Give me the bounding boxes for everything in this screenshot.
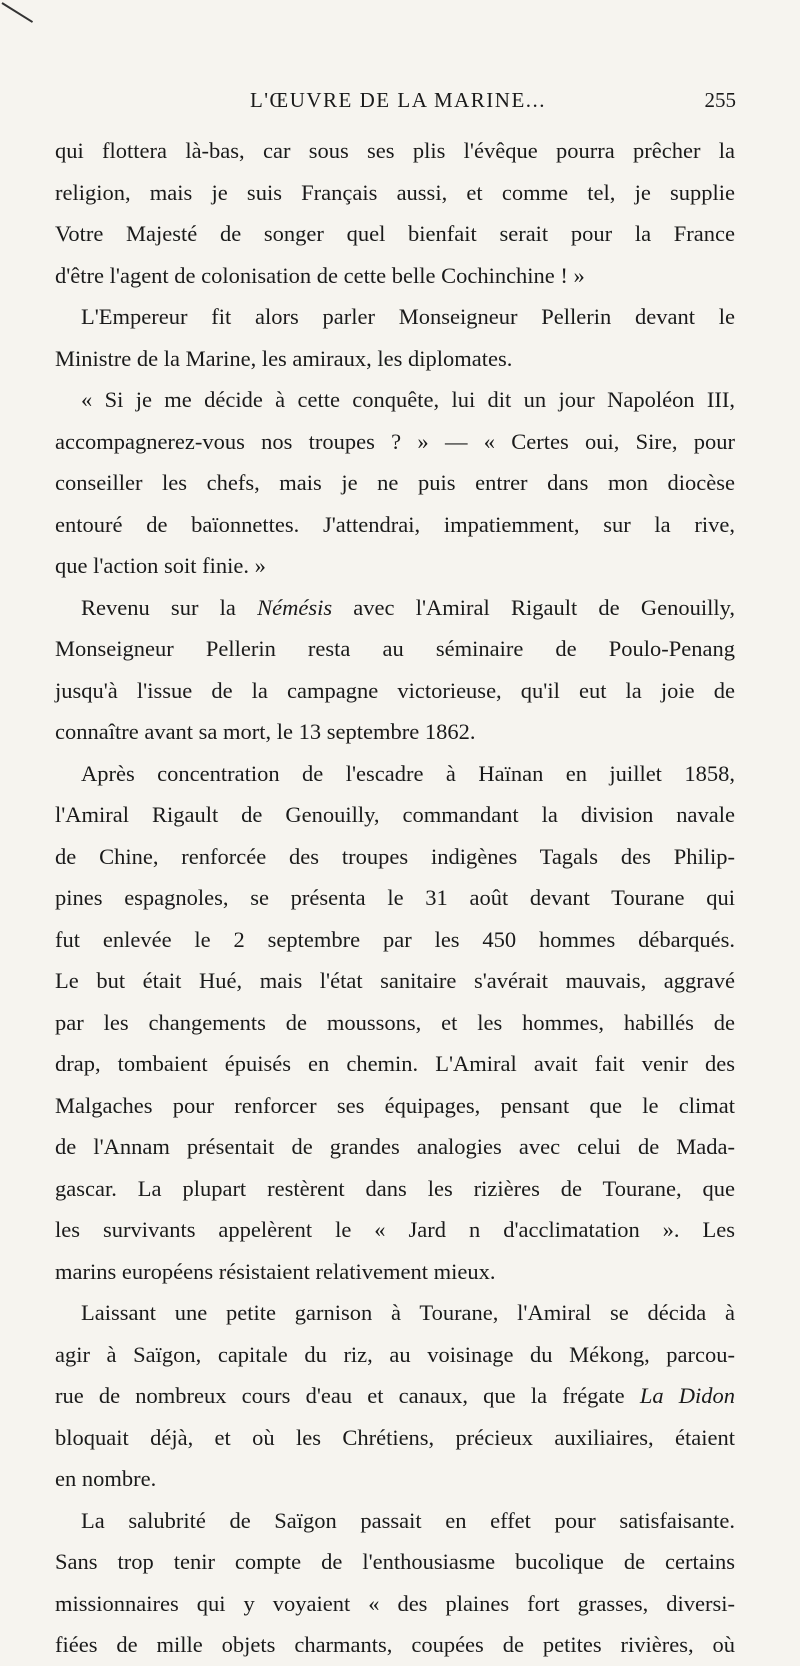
text-line: marins européens résistaient relativement mieux. [55, 1258, 496, 1284]
text-line: que l'action soit finie. » [55, 553, 266, 578]
text-line: L'Empereur fit alors parler Monseigneur Pellerin devant le [81, 304, 735, 329]
text-line: connaître avant sa mort, le 13 septembre 1862. [55, 719, 476, 744]
text-line: fut enlevée le 2 septembre par les 450 hommes débarqués. [55, 926, 735, 952]
text-line: l'Amiral Rigault de Genouilly, commandant la division navale [55, 802, 735, 827]
text-line: conseiller les chefs, mais je ne puis entrer dans mon diocèse [55, 470, 735, 495]
text-line: qui flottera là-bas, car sous ses plis l'évêque pourra prêcher la [55, 138, 735, 163]
text-line: bloquait déjà, et où les Chrétiens, précieux auxiliaires, étaient [55, 1424, 735, 1450]
text-line: Le but était Hué, mais l'état sanitaire s'avérait mauvais, aggravé [55, 968, 735, 993]
text-line: La salubrité de Saïgon passait en effet pour satisfaisante. [81, 1507, 735, 1533]
text-line: religion, mais je suis Français aussi, et comme tel, je supplie [55, 179, 735, 205]
text-line: de l'Annam présentait de grandes analogies avec celui de Mada- [55, 1134, 735, 1159]
text-line: accompagnerez-vous nos troupes ? » — « Certes oui, Sire, pour [55, 428, 735, 454]
page-number: 255 [704, 88, 736, 112]
ship-name: Némésis [257, 594, 333, 620]
text-line: Après concentration de l'escadre à Haïnan en juillet 1858, [81, 760, 735, 786]
text-line: Monseigneur Pellerin resta au séminaire de Poulo-Penang [55, 636, 735, 661]
text-line: missionnaires qui y voyaient « des plaines fort grasses, diversi- [55, 1590, 735, 1616]
text-line: Revenu sur la Némésis avec l'Amiral Rigault de Genouilly, [81, 594, 736, 620]
text-line: agir à Saïgon, capitale du riz, au voisinage du Mékong, parcou- [55, 1341, 735, 1367]
running-head: L'ŒUVRE DE LA MARINE... [249, 88, 547, 112]
body-text [55, 130, 735, 1666]
text-line: gascar. La plupart restèrent dans les rizières de Tourane, que [55, 1175, 735, 1201]
text-line: d'être l'agent de colonisation de cette belle Cochinchine ! » [55, 262, 585, 288]
text-line: de Chine, renforcée des troupes indigènes Tagals des Philip- [55, 843, 735, 869]
text-line: entouré de baïonnettes. J'attendrai, impatiemment, sur la rive, [55, 511, 735, 537]
text-line: Sans trop tenir compte de l'enthousiasme bucolique de certains [55, 1549, 735, 1574]
text-line: « Si je me décide à cette conquête, lui dit un jour Napoléon III, [81, 387, 735, 412]
text-line: drap, tombaient épuisés en chemin. L'Amiral avait fait venir des [55, 1051, 735, 1076]
corner-scratch-mark [1, 2, 33, 23]
ship-name: La Didon [639, 1383, 736, 1408]
text-line: Malgaches pour renforcer ses équipages, pensant que le climat [55, 1092, 735, 1118]
text-line: Votre Majesté de songer quel bienfait serait pour la France [55, 221, 735, 246]
text-line: jusqu'à l'issue de la campagne victorieuse, qu'il eut la joie de [55, 677, 735, 703]
text-line: rue de nombreux cours d'eau et canaux, que la frégate La Didon [55, 1383, 736, 1408]
text-line: Ministre de la Marine, les amiraux, les diplomates. [55, 345, 513, 371]
text-line: en nombre. [55, 1466, 157, 1491]
text-line: les survivants appelèrent le « Jard n d'acclimatation ». Les [55, 1217, 735, 1242]
text-line: fiées de mille objets charmants, coupées de petites rivières, où [55, 1632, 735, 1657]
text-line: Laissant une petite garnison à Tourane, l'Amiral se décida à [81, 1300, 735, 1325]
page-header [60, 88, 736, 118]
text-line: pines espagnoles, se présenta le 31 août devant Tourane qui [55, 885, 735, 910]
text-line: par les changements de moussons, et les hommes, habillés de [55, 1009, 735, 1035]
